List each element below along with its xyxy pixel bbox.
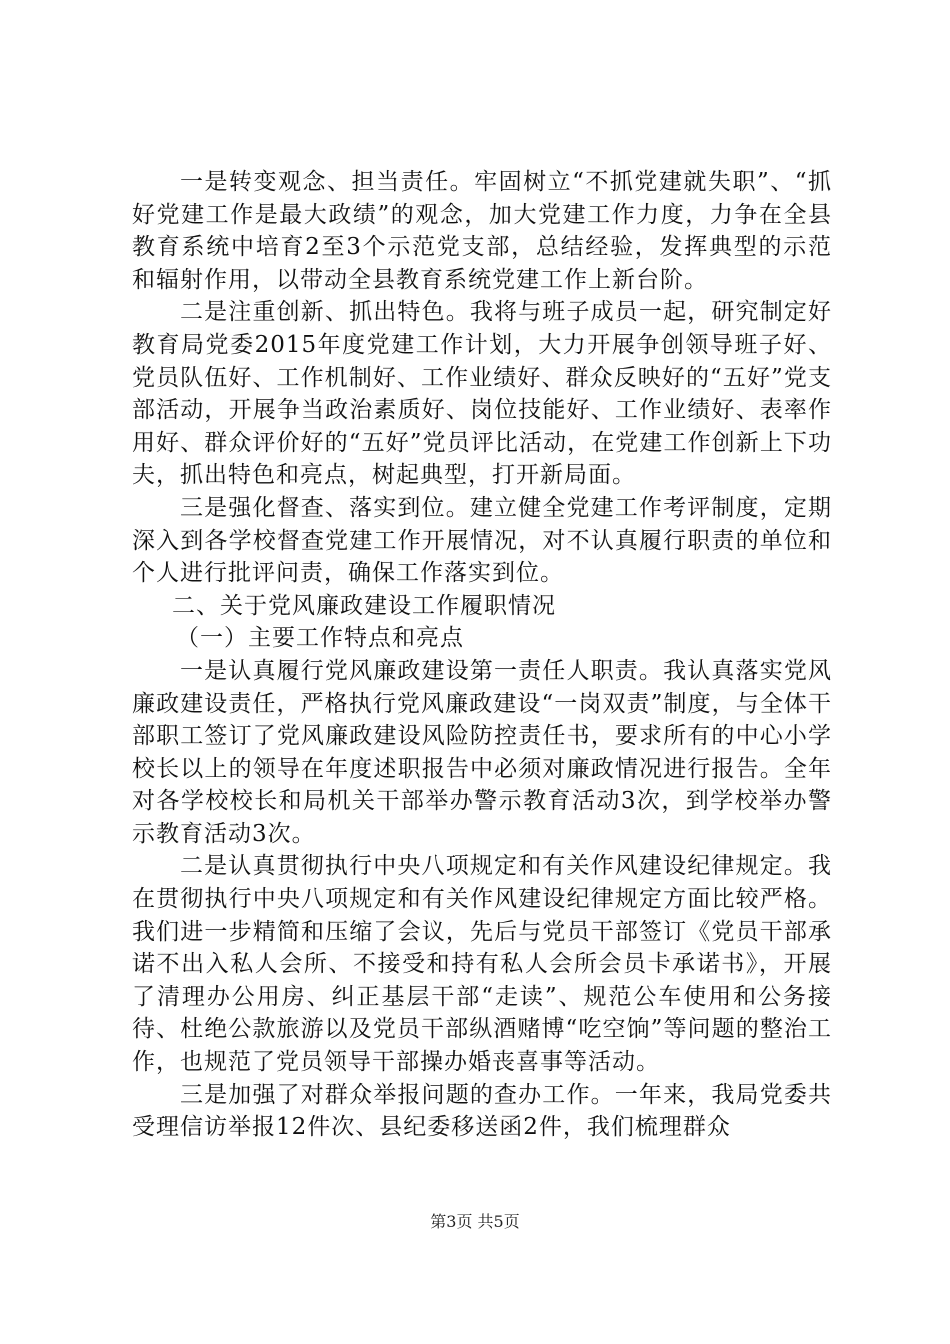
section-heading-integrity: 二、关于党风廉政建设工作履职情况 xyxy=(172,592,556,619)
paragraph-petitions: 三是加强了对群众举报问题的查办工作。一年来，我局党委共受理信访举报12件次、县纪委移送函2件，我们梳理群众 xyxy=(132,1081,832,1141)
paragraph-innovation: 二是注重创新、抓出特色。我将与班子成员一起，研究制定好教育局党委2015年度党建工作计划，大力开展争创领导班子好、党员队伍好、工作机制好、工作业绩好、群众反映好的“五好”党支部活动，开展争当政治素质好、岗位技能好、工作业绩好、表率作用好、群众评价好的“五好”党员评比活动，在党建工作创新上下功夫，抓出特色和亮点，树起典型，打开新局面。 xyxy=(132,299,832,489)
paragraph-eight-rules: 二是认真贯彻执行中央八项规定和有关作风建设纪律规定。我在贯彻执行中央八项规定和有关作风建设纪律规定方面比较严格。我们进一步精简和压缩了会议，先后与党员干部签订《党员干部承诺不出入私人会所、不接受和持有私人会所会员卡承诺书》，开展了清理办公用房、纠正基层干部“走读”、规范公车使用和公务接待、杜绝公款旅游以及党员干部纵酒赌博“吃空饷”等问题的整治工作，也规范了党员领导干部操办婚丧喜事等活动。 xyxy=(132,853,832,1076)
paragraph-transform-concept: 一是转变观念、担当责任。牢固树立“不抓党建就失职”、“抓好党建工作是最大政绩”的观念，加大党建工作力度，力争在全县教育系统中培育2至3个示范党支部，总结经验，发挥典型的示范和辐射作用，以带动全县教育系统党建工作上新台阶。 xyxy=(132,169,832,293)
paragraph-supervision: 三是强化督查、落实到位。建立健全党建工作考评制度，定期深入到各学校督查党建工作开展情况，对不认真履行职责的单位和个人进行批评问责，确保工作落实到位。 xyxy=(132,494,832,587)
page-number-footer: 第3页 共5页 xyxy=(430,1212,520,1231)
subsection-heading-highlights: （一）主要工作特点和亮点 xyxy=(176,625,464,652)
paragraph-first-responsibility: 一是认真履行党风廉政建设第一责任人职责。我认真落实党风廉政建设责任，严格执行党风廉政建设“一岗双责”制度，与全体干部职工签订了党风廉政建设风险防控责任书，要求所有的中心小学校长以上的领导在年度述职报告中必须对廉政情况进行报告。全年对各学校校长和局机关干部举办警示教育活动3次，到学校举办警示教育活动3次。 xyxy=(132,657,832,847)
document-body xyxy=(132,166,832,1144)
